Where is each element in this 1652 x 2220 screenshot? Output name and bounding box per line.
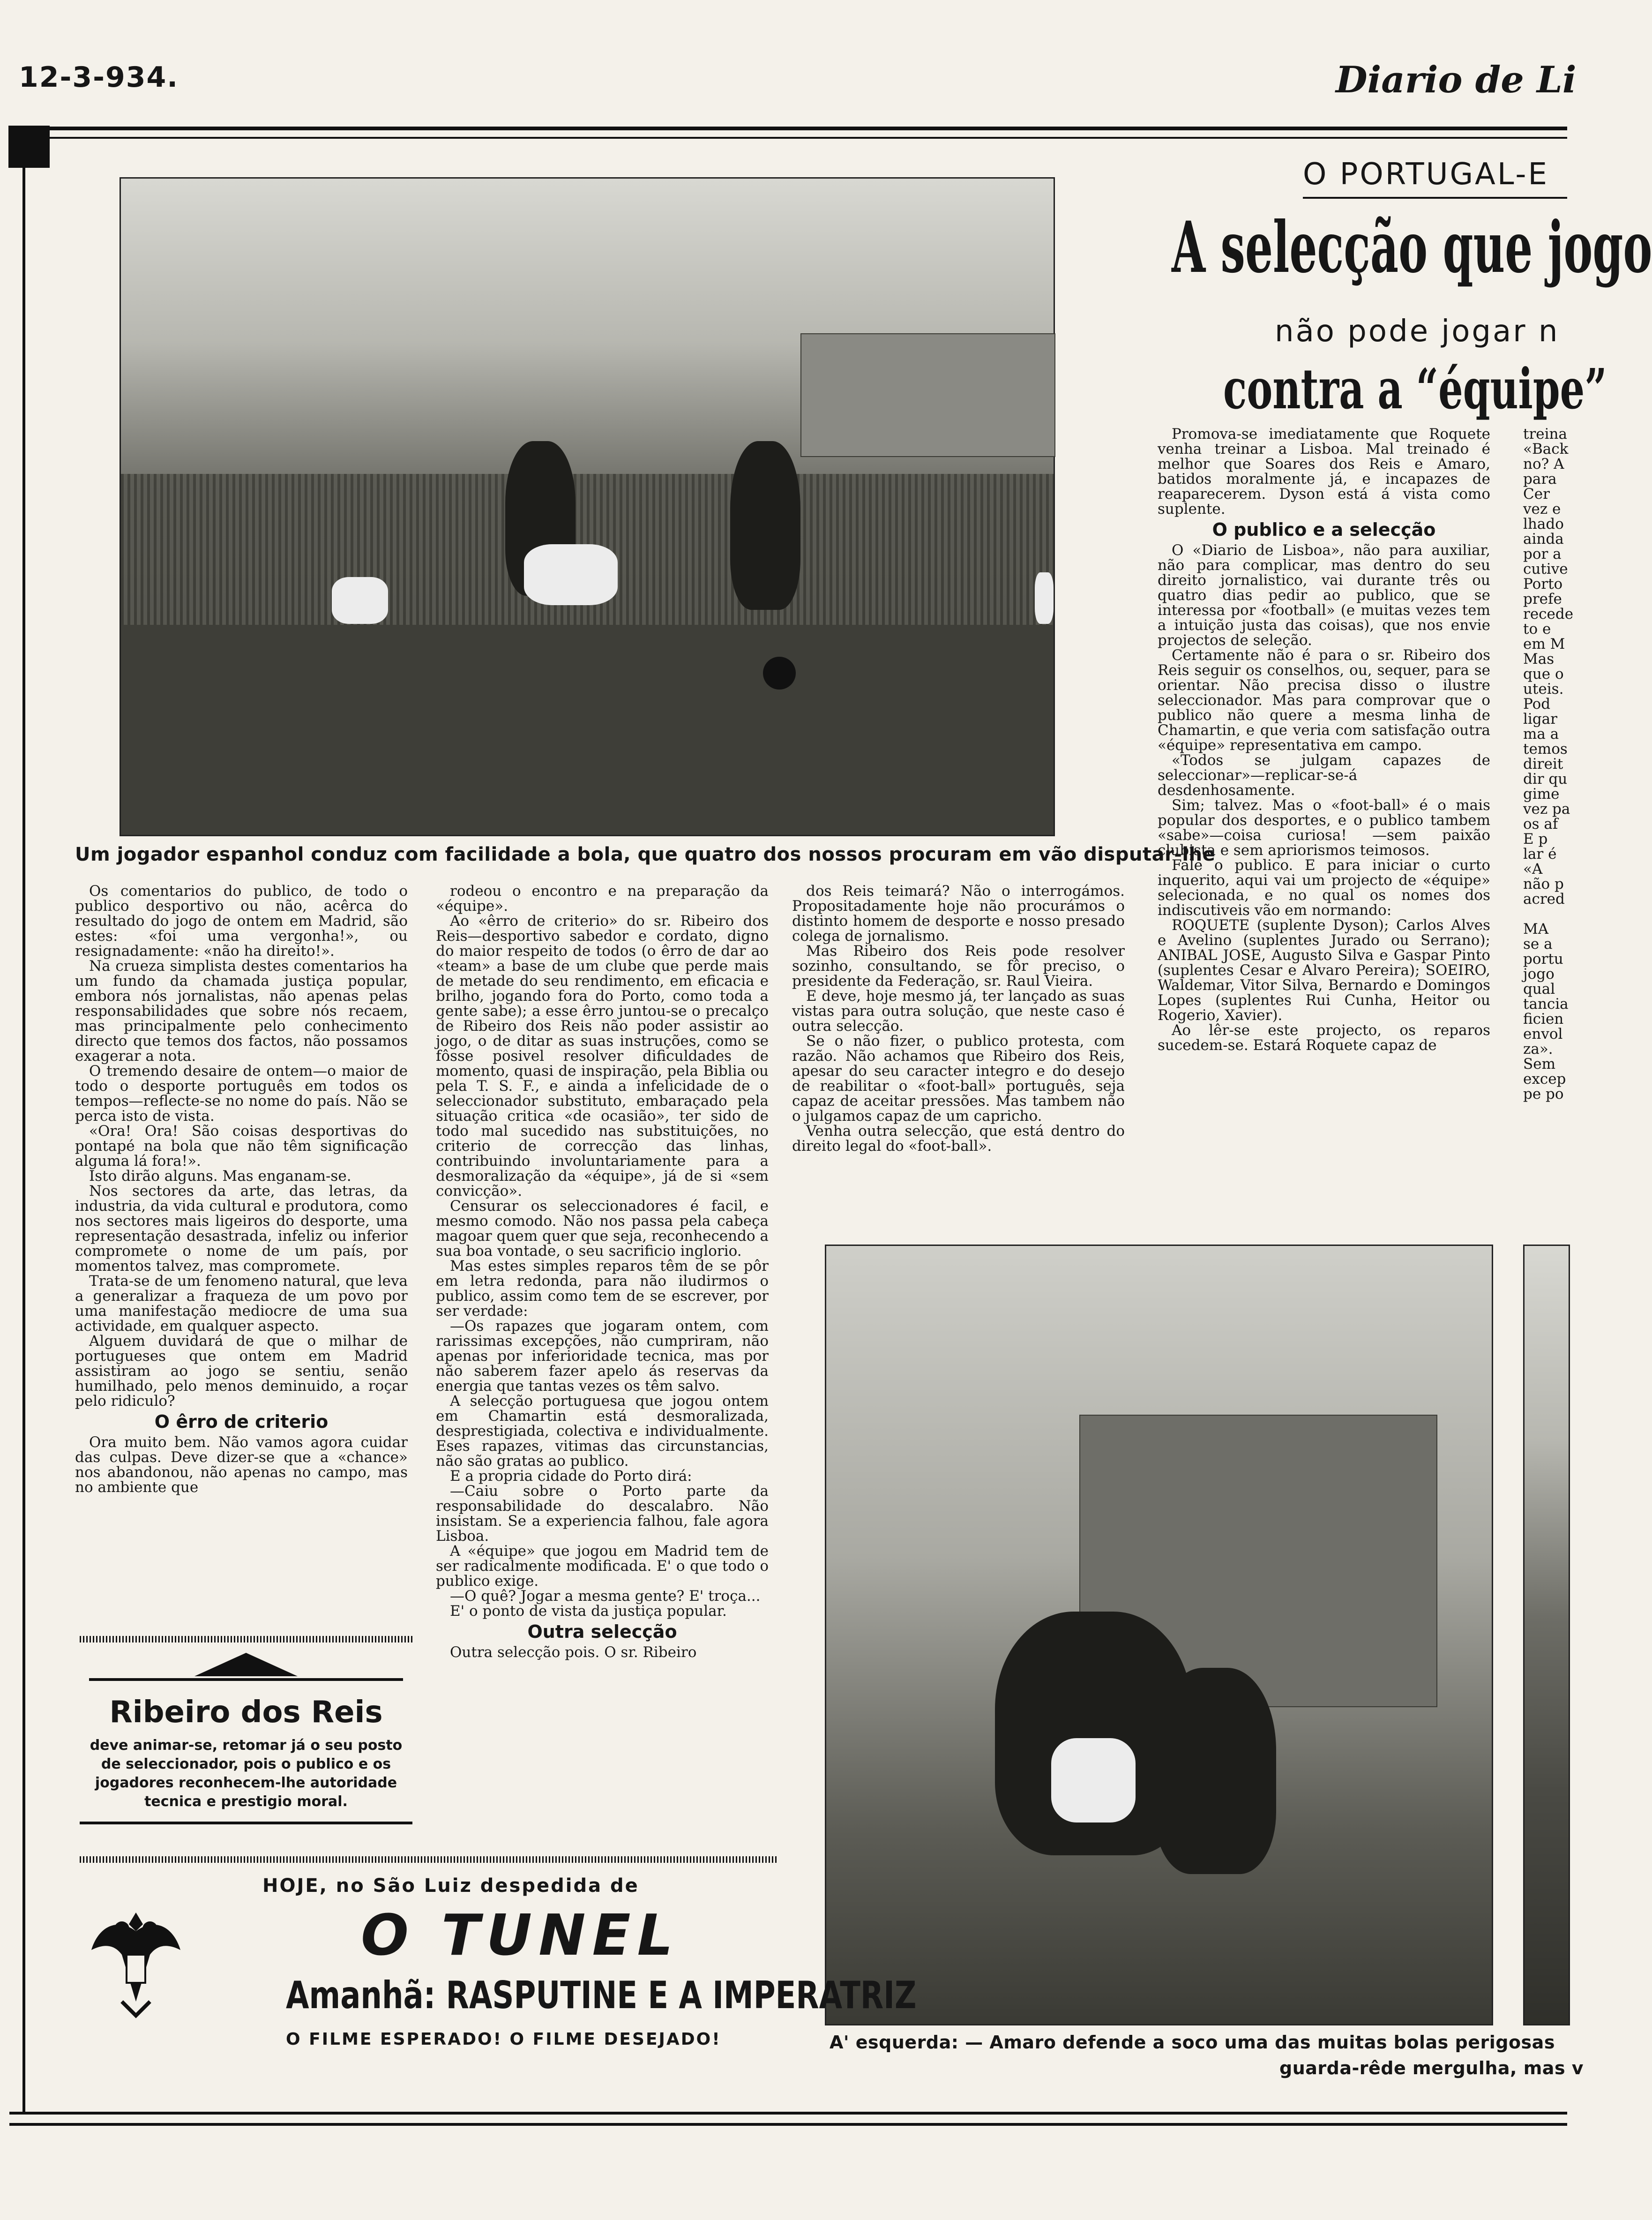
cinema-ad — [80, 1856, 917, 2077]
bottom-right-photo-cropped — [1523, 1245, 1570, 2025]
paragraph: O tremendo desaire de ontem—o maior de todo o desporte português em todos os tempos—reflecte-se no nome do país. Não se perca isto de vista. — [75, 1063, 408, 1125]
paragraph: ROQUETE (suplente Dyson); Carlos Alves e Avelino (suplentes Jurado ou Serrano); ANIBAL JOSE, Augusto Silva e Gaspar Pinto (suplentes Cesar e Alvaro Pereira); SOEIRO, Waldemar, Vitor Silva, Bernardo e Domingos Lopes (suplentes Rui Cunha, Heitor ou Rogerio, Xavier). — [1158, 917, 1490, 1024]
paragraph: A selecção portuguesa que jogou ontem em Chamartin está desmoralizada, desprestigiada, colectiva e individualmente. Eses rapazes, vitimas das circunstancias, não são gratas ao publico. — [436, 1393, 769, 1470]
ad-tagline: O FILME ESPERADO! O FILME DESEJADO! — [286, 2030, 721, 2049]
paragraph: E deve, hoje mesmo já, ter lançado as suas vistas para outra solução, que neste caso é outra selecção. — [792, 988, 1125, 1035]
left-rule — [22, 166, 25, 2112]
text-line: os af — [1523, 816, 1558, 832]
paragraph: Fale o publico. E para iniciar o curto inquerito, aqui vai um projecto de «équipe» selecionada, e no qual os nomes dos indiscutiveis vão em normando: — [1158, 857, 1490, 919]
text-line: «A — [1523, 861, 1543, 878]
text-line: Pod — [1523, 696, 1551, 712]
paragraph: Se o não fizer, o publico protesta, com razão. Não achamos que Ribeiro dos Reis, apesar do seu caracter integro e do desejo de reabilitar o «foot-ball» português, seja capaz de aceitar pressões. Mas tambem não o julgamos capaz de um capricho. — [792, 1033, 1125, 1125]
ad-line-today: HOJE, no São Luiz despedida de — [262, 1875, 639, 1897]
text-line: ma a — [1523, 726, 1559, 742]
article-column-5-cropped — [1523, 426, 1574, 1102]
column-1-paragraphs — [75, 884, 408, 1409]
column-1-paragraphs-2 — [75, 1435, 408, 1495]
column-3-paragraphs — [792, 884, 1125, 1154]
text-line: não p — [1523, 876, 1564, 892]
paragraph: rodeou o encontro e na preparação da «équipe». — [436, 883, 769, 915]
box-bottom-rule — [80, 1822, 412, 1824]
paragraph: Trata-se de um fenomeno natural, que leva a generalizar a fraqueza de um povo por uma manifestação mediocre de uma sua actividade, em qualquer aspecto. — [75, 1273, 408, 1335]
text-line: MA — [1523, 921, 1549, 938]
article-column-4 — [1158, 427, 1490, 1053]
section-rule — [1303, 197, 1567, 199]
corner-block — [8, 126, 50, 168]
headline-main: A selecção que jogo — [1172, 206, 1652, 289]
top-photo-caption: Um jogador espanhol conduz com facilidade a bola, que quatro dos nossos procuram em vão disputar-lhe — [75, 844, 1216, 865]
column-2-paragraphs-2 — [436, 1645, 769, 1660]
top-match-photo — [120, 177, 1055, 836]
text-line: recede — [1523, 606, 1574, 622]
paragraph: Mas Ribeiro dos Reis pode resolver sozinho, consultando, se fôr preciso, o presidente da Federação, sr. Raul Vieira. — [792, 943, 1125, 990]
text-line: acred — [1523, 891, 1565, 908]
paragraph: O «Diario de Lisboa», não para auxiliar, não para complicar, mas dentro do seu direito jornalistico, vai durante três ou quatro dias pedir ao publico, que se interessa por «football» (e muitas vezes tem a intuição justa das coisas), que nos envie projectos de seleção. — [1158, 542, 1490, 649]
text-line: treina — [1523, 426, 1567, 442]
bottom-rule — [9, 2112, 1567, 2126]
text-line: ainda — [1523, 531, 1564, 548]
text-line: to e — [1523, 621, 1551, 638]
text-line: za». — [1523, 1041, 1553, 1058]
paragraph: Os comentarios do publico, de todo o publico desportivo ou não, acêrca do resultado do jogo de ontem em Madrid, são estes: «foi uma vergonha!», ou resignadamente: «não ha direito!». — [75, 883, 408, 960]
paragraph: dos Reis teimará? Não o interrogámos. Propositadamente hoje não procurámos o distinto homem de desporte e nosso presado colega de jornalismo. — [792, 883, 1125, 945]
text-line: gime — [1523, 786, 1560, 802]
text-line: vez pa — [1523, 801, 1570, 818]
box-title: Ribeiro dos Reis — [109, 1695, 383, 1730]
text-line: «Back — [1523, 441, 1569, 458]
ad-top-bar — [80, 1856, 778, 1863]
text-line: uteis. — [1523, 681, 1564, 698]
top-rule — [9, 127, 1567, 139]
subhead-outra-seleccao: Outra selecção — [527, 1621, 677, 1642]
subhead-erro-de-criterio: O êrro de criterio — [154, 1411, 329, 1432]
ad-line-tomorrow: Amanhã: RASPUTINE E A IMPERATRIZ — [286, 1973, 917, 2017]
text-line: lhado — [1523, 516, 1564, 532]
paragraph: Alguem duvidará de que o milhar de portugueses que ontem em Madrid assistiram ao jogo se sentiu, senão humilhado, pelo menos deminuido, a roçar pelo ridiculo? — [75, 1333, 408, 1410]
article-column-3 — [792, 884, 1125, 1154]
paragraph: Ao lêr-se este projecto, os reparos sucedem-se. Estará Roquete capaz de — [1158, 1022, 1490, 1054]
player-shorts — [1051, 1738, 1136, 1822]
paragraph: E a propria cidade do Porto dirá: — [450, 1468, 692, 1485]
column-4-paragraphs — [1158, 427, 1490, 517]
paragraph: E' o ponto de vista da justiça popular. — [450, 1603, 727, 1620]
paragraph: Certamente não é para o sr. Ribeiro dos Reis seguir os conselhos, ou, sequer, para se orientar. Não precisa disso o ilustre seleccionador. Mas para comprovar que o publico não quere a mesma linha de Chamartin, e que veria com satisfação outra «équipe» representativa em campo. — [1158, 647, 1490, 754]
bottom-photo-caption-line1: A' esquerda: — Amaro defende a soco uma das muitas bolas perigosas — [830, 2032, 1555, 2053]
paragraph: Nos sectores da arte, das letras, da industria, da vida cultural e produtora, como nos sectores mais ligeiros do desporte, uma representação desastrada, infeliz ou inferior compromete o nome de um país, por momentos talvez, mas compromete. — [75, 1183, 408, 1275]
paragraph: Na crueza simplista destes comentarios ha um fundo da chamada justiça popular, embora nós jornalistas, não apenas pelas responsabilidades que sobre nós recaem, mas principalmente pelo conhecimento directo que temos dos factos, não possamos exagerar a nota. — [75, 958, 408, 1065]
text-line: lar é — [1523, 846, 1557, 862]
paragraph: A «équipe» que jogou em Madrid tem de ser radicalmente modificada. E' o que todo o publico exige. — [436, 1543, 769, 1590]
column-4-paragraphs-2 — [1158, 543, 1490, 1053]
box-text: deve animar-se, retomar já o seu posto de seleccionador, pois o publico e os jogadores reconhecem-lhe autoridade tecnica e prestigio moral. — [90, 1737, 403, 1810]
paragraph: Isto dirão alguns. Mas enganam-se. — [89, 1168, 351, 1185]
headline-secondary: contra a “équipe” — [1223, 356, 1607, 421]
paragraph: Mas estes simples reparos têm de se pôr em letra redonda, para não iludirmos o publico, assim como tem de se escrever, por ser verdade: — [436, 1258, 769, 1320]
text-line: E p — [1523, 831, 1548, 848]
column-5-lines — [1523, 426, 1574, 1102]
column-2-paragraphs — [436, 884, 769, 1619]
headline-deck: não pode jogar n — [1275, 314, 1560, 349]
text-line: pe po — [1523, 1086, 1564, 1102]
paragraph: —Caiu sobre o Porto parte da responsabilidade do descalabro. Não insistam. Se a experiencia falhou, fale agora Lisboa. — [436, 1483, 769, 1545]
box-top-bar — [80, 1636, 412, 1642]
text-line: qual — [1523, 981, 1555, 998]
player-shorts — [524, 544, 618, 605]
double-headed-eagle-icon — [89, 1898, 183, 2020]
text-line: ligar — [1523, 711, 1557, 728]
box-ornament — [194, 1653, 298, 1676]
paragraph: «Ora! Ora! São coisas desportivas do pontapé na bola que não têm significação alguma lá fora!». — [75, 1123, 408, 1170]
subhead-publico-e-seleccao: O publico e a selecção — [1212, 519, 1436, 540]
text-line: para — [1523, 471, 1557, 488]
text-line: vez e — [1523, 501, 1561, 518]
paragraph: Censurar os seleccionadores é facil, e mesmo comodo. Não nos passa pela cabeça magoar quem quer que seja, reconhecendo a sua boa vontade, o seu sacrificio inglorio. — [436, 1198, 769, 1260]
football — [763, 657, 796, 690]
box-rule — [89, 1678, 403, 1681]
pitch — [121, 625, 1054, 835]
text-line: portu — [1523, 951, 1563, 968]
text-line: direit — [1523, 756, 1563, 772]
text-line: excep — [1523, 1071, 1566, 1088]
bottom-match-photo — [825, 1245, 1493, 2025]
article-column-2 — [436, 884, 769, 1660]
paragraph: Venha outra selecção, que está dentro do direito legal do «foot-ball». — [792, 1123, 1125, 1155]
text-line: em M — [1523, 636, 1565, 652]
text-line: por a — [1523, 546, 1562, 562]
text-line: no? A — [1523, 456, 1564, 472]
text-line: Porto — [1523, 576, 1563, 592]
text-line: temos — [1523, 741, 1568, 758]
paragraph: Promova-se imediatamente que Roquete venha treinar a Lisboa. Mal treinado é melhor que Soares dos Reis e Amaro, batidos moralmente já, e incapazes de reaparecerem. Dyson está á vista como suplente. — [1158, 426, 1490, 518]
text-line: envol — [1523, 1026, 1563, 1042]
text-line: tancia — [1523, 996, 1569, 1012]
player-figure — [730, 441, 800, 610]
paragraph: Sim; talvez. Mas o «foot-ball» é o mais popular dos desportes, e o publico tambem «sabe»—coisa curiosa! —sem paixão clubista e sem apriorismos teimosos. — [1158, 797, 1490, 859]
text-line: jogo — [1523, 966, 1555, 982]
text-line: prefe — [1523, 591, 1562, 608]
player-shorts — [332, 577, 388, 624]
paragraph: Outra selecção pois. O sr. Ribeiro — [450, 1644, 697, 1661]
text-line: se a — [1523, 936, 1553, 952]
ad-film-title: O TUNEL — [361, 1903, 680, 1968]
player-shorts — [1035, 572, 1054, 624]
issue-date: 12-3-934. — [19, 61, 179, 94]
paragraph: —O quê? Jogar a mesma gente? E' troça... — [450, 1588, 761, 1605]
text-line: Mas — [1523, 651, 1555, 668]
article-column-1 — [75, 884, 408, 1495]
player-figure — [1154, 1668, 1276, 1874]
text-line: ficien — [1523, 1011, 1564, 1028]
text-line: Sem — [1523, 1056, 1555, 1072]
ribeiro-dos-reis-box — [80, 1636, 412, 1861]
newspaper-title: Diario de Li — [1336, 59, 1577, 101]
paragraph: Ao «êrro de criterio» do sr. Ribeiro dos Reis—desportivo sabedor e cordato, digno do maior respeito de todos (o êrro de dar ao «team» a base de um clube que perde mais de metade do seu rendimento, em eficacia e brilho, jogando fora do Porto, como toda a gente sabe); a esse êrro juntou-se o precalço de Ribeiro dos Reis não poder assistir ao jogo, o de ditar as suas instruções, como se fôsse posivel resolver dificuldades de momento, quasi de inspiração, pela Biblia ou pela T. S. F., e ainda a infelicidade de o seleccionador substituto, embaraçado pela situação critica «de ocasião», ter sido de todo mal sucedido nas substituições, no criterio de correcção das linhas, contribuindo involuntariamente para a desmoralização da «équipe», já de si «sem convicção». — [436, 913, 769, 1200]
text-line: que o — [1523, 666, 1564, 682]
text-line: dir qu — [1523, 771, 1568, 788]
stadium-building — [800, 333, 1055, 457]
bottom-photo-caption-line2: guarda-rêde mergulha, mas v — [1279, 2058, 1584, 2078]
text-line: cutive — [1523, 561, 1568, 578]
paragraph: Ora muito bem. Não vamos agora cuidar das culpas. Deve dizer-se que a «chance» nos abandonou, não apenas no campo, mas no ambiente que — [75, 1434, 408, 1496]
paragraph: «Todos se julgam capazes de seleccionar»—replicar-se-á desdenhosamente. — [1158, 752, 1490, 799]
text-line: Cer — [1523, 486, 1550, 502]
section-label: O PORTUGAL-E — [1303, 157, 1549, 192]
text-line — [1523, 907, 1567, 922]
paragraph: —Os rapazes que jogaram ontem, com rarissimas excepções, não cumpriram, não apenas por inferioridade tecnica, mas por não saberem fazer apelo ás reservas da energia que tantas vezes os têm salvo. — [436, 1318, 769, 1395]
